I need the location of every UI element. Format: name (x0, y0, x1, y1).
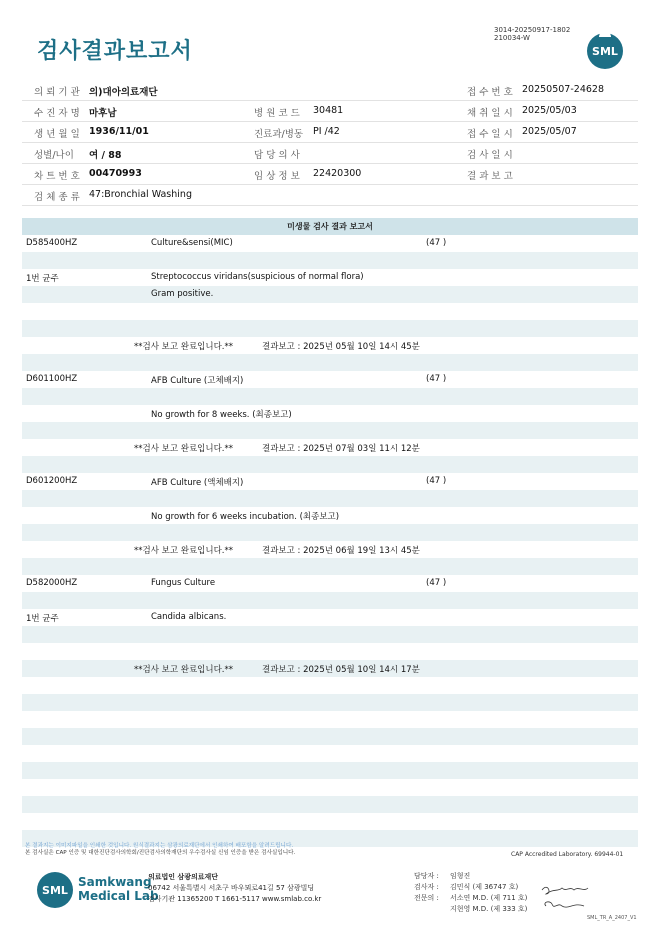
result-row (22, 303, 638, 320)
info-row (22, 80, 638, 101)
result-cell-c5: 결과보고 : 2025년 07월 03일 11시 12분 (262, 444, 420, 454)
result-cell-c2: AFB Culture (고체배지) (151, 376, 244, 386)
result-row (22, 694, 638, 711)
info-value: 2025/05/03 (522, 105, 577, 116)
result-cell-c3: (47 ) (426, 578, 447, 588)
info-value: 마후남 (89, 108, 117, 119)
info-label: 검 체 종 류 (34, 192, 80, 203)
page-title: 검사결과보고서 (37, 39, 193, 64)
info-value: 20250507-24628 (522, 84, 605, 95)
info-label: 생 년 월 일 (34, 129, 80, 140)
result-row (22, 473, 638, 490)
result-cell-c3: (47 ) (426, 374, 447, 384)
result-row (22, 660, 638, 677)
info-value: 22420300 (313, 168, 362, 179)
brand-line2: Medical Lab (78, 889, 159, 903)
result-row (22, 677, 638, 694)
result-cell-c2: Candida albicans. (151, 612, 227, 622)
info-label: 검 사 일 시 (467, 150, 513, 161)
result-row (22, 337, 638, 354)
organization-info (148, 872, 321, 905)
info-value: 00470993 (89, 168, 142, 179)
result-cell-c1: D585400HZ (26, 238, 78, 248)
staff-label: 담당자 : (414, 872, 439, 880)
result-cell-c4: **검사 보고 완료입니다.** (134, 342, 234, 352)
staff-entry (414, 882, 527, 893)
result-row (22, 728, 638, 745)
staff-list (414, 871, 527, 915)
info-value: 30481 (313, 105, 344, 116)
result-cell-c1: D601100HZ (26, 374, 78, 384)
info-value: 여 / 88 (89, 150, 122, 161)
info-row (22, 164, 638, 185)
result-cell-c1: 1번 균주 (26, 614, 59, 624)
info-label: 진료과/병동 (254, 129, 304, 140)
info-value: 1936/11/01 (89, 126, 149, 137)
info-value: 의)대아의료재단 (89, 87, 158, 98)
result-row (22, 405, 638, 422)
result-cell-c2: Fungus Culture (151, 578, 216, 588)
result-row (22, 269, 638, 286)
info-label: 채 취 일 시 (467, 108, 513, 119)
footnote (25, 843, 295, 857)
result-cell-c4: **검사 보고 완료입니다.** (134, 546, 234, 556)
brand-name (78, 875, 159, 903)
result-row (22, 626, 638, 643)
result-cell-c2: AFB Culture (액체배지) (151, 478, 244, 488)
staff-label: 전문의 : (414, 894, 439, 902)
cap-accreditation: CAP Accredited Laboratory. 69944-01 (511, 851, 624, 858)
result-row (22, 813, 638, 830)
info-label: 접 수 일 시 (467, 129, 513, 140)
result-row (22, 541, 638, 558)
result-cell-c4: **검사 보고 완료입니다.** (134, 665, 234, 675)
result-cell-c1: 1번 균주 (26, 274, 59, 284)
result-row (22, 371, 638, 388)
staff-name: 지현영 M.D. (제 333 호) (450, 905, 528, 913)
result-cell-c3: (47 ) (426, 238, 447, 248)
result-row (22, 524, 638, 541)
patient-info-table (22, 80, 638, 206)
info-label: 담 당 의 사 (254, 150, 300, 161)
result-row (22, 779, 638, 796)
info-row (22, 122, 638, 143)
result-row (22, 762, 638, 779)
info-row (22, 101, 638, 122)
info-label: 수 진 자 명 (34, 108, 80, 119)
sml-footer-logo-icon (37, 872, 73, 908)
certification-note: 본 검사실은 CAP 인증 및 대한진단검사의학회/진단검사의학재단의 우수검사실 신임 인증을 받은 검사실입니다. (25, 850, 296, 856)
results-table (22, 235, 638, 864)
result-cell-c2: Culture&sensi(MIC) (151, 238, 233, 248)
document-id-line2: 210034-W (494, 34, 530, 42)
info-row (22, 143, 638, 164)
result-row (22, 320, 638, 337)
staff-entry (414, 893, 527, 904)
result-cell-c4: **검사 보고 완료입니다.** (134, 444, 234, 454)
footer-logo-text: SML (42, 883, 68, 897)
image-notice: 본 결과지는 이미지파일을 인쇄한 것입니다. 원식결과지는 삼광의료재단에서 인쇄하여 배포함을 알려드립니다. (25, 843, 294, 849)
org-address: 06742 서울특별시 서초구 바우뫼로41길 57 삼광빌딩 (148, 884, 315, 892)
result-row (22, 643, 638, 660)
info-value: PI /42 (313, 126, 340, 137)
result-row (22, 711, 638, 728)
info-label: 결 과 보 고 (467, 171, 513, 182)
result-row (22, 558, 638, 575)
result-cell-c3: (47 ) (426, 476, 447, 486)
result-row (22, 592, 638, 609)
result-row (22, 286, 638, 303)
info-label: 임 상 정 보 (254, 171, 300, 182)
result-row (22, 745, 638, 762)
info-label: 접 수 번 호 (467, 87, 513, 98)
logo-text: SML (592, 44, 618, 58)
staff-name: 김민식 (제 36747 호) (450, 883, 519, 891)
org-contact: 검사기관 11365200 T 1661-5117 www.smlab.co.kr (148, 895, 322, 903)
result-cell-c1: D601200HZ (26, 476, 78, 486)
info-label: 병 원 코 드 (254, 108, 300, 119)
result-row (22, 609, 638, 626)
result-cell-c2: No growth for 6 weeks incubation. (최종보고) (151, 512, 340, 522)
result-cell-c5: 결과보고 : 2025년 05월 10일 14시 17분 (262, 665, 420, 675)
result-row (22, 796, 638, 813)
result-row (22, 456, 638, 473)
result-row (22, 422, 638, 439)
result-row (22, 575, 638, 592)
staff-label: 검사자 : (414, 883, 439, 891)
result-row (22, 252, 638, 269)
result-row (22, 439, 638, 456)
result-row (22, 490, 638, 507)
org-name: 의료법인 삼광의료재단 (148, 873, 219, 881)
document-id (494, 26, 570, 42)
staff-name: 임형진 (450, 872, 471, 880)
signature-icon (540, 880, 590, 914)
result-row (22, 354, 638, 371)
result-cell-c5: 결과보고 : 2025년 05월 10일 14시 45분 (262, 342, 420, 352)
info-label: 차 트 번 호 (34, 171, 80, 182)
staff-name: 서소연 M.D. (제 711 호) (450, 894, 528, 902)
staff-entry (414, 871, 527, 882)
sml-logo-icon (587, 33, 623, 69)
brand-line1: Samkwang (78, 875, 152, 889)
info-value: 47:Bronchial Washing (89, 189, 192, 200)
info-row (22, 185, 638, 206)
result-row (22, 507, 638, 524)
result-row (22, 388, 638, 405)
result-cell-c5: 결과보고 : 2025년 06월 19일 13시 45분 (262, 546, 420, 556)
info-value: 2025/05/07 (522, 126, 577, 137)
info-label: 의 뢰 기 관 (34, 87, 80, 98)
form-version: SML_TR_A_2407_V1 (587, 915, 637, 921)
result-row (22, 235, 638, 252)
document-id-line1: 3014-20250917-1802 (494, 26, 571, 34)
result-cell-c2: No growth for 8 weeks. (최종보고) (151, 410, 292, 420)
result-cell-c1: D582000HZ (26, 578, 78, 588)
result-cell-c2: Streptococcus viridans(suspicious of normal flora) (151, 272, 364, 282)
result-cell-c2: Gram positive. (151, 289, 214, 299)
results-header: 미생물 검사 결과 보고서 (22, 218, 638, 235)
staff-entry (414, 904, 527, 915)
info-label: 성별/나이 (34, 150, 74, 161)
